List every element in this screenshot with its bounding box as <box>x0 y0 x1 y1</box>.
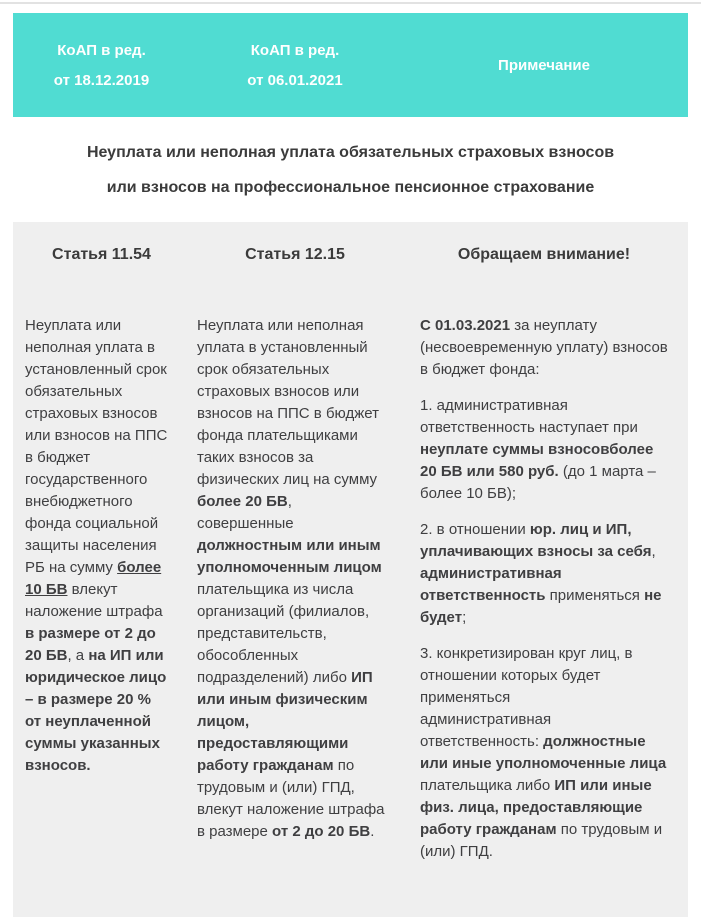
column-header-attention: Обращаем внимание! <box>457 246 631 263</box>
cell-article-12-15-text: Неуплата или неполная уплата в установленный срок обязательных страховых взносов или взносов на ППС в бюджет фонда плательщиками таких взносов за физических лиц на сумму более 20 БВ, совершенные должностным или иным уполномоченным лицом плательщика из числа организаций (филиалов, представительств, обособленных подразделений) либо ИП или иным физическим лицом, предоставляющими работу гражданам по трудовым и (или) ГПД, влекут наложение штрафа в размере от 2 до 20 БВ. <box>197 317 385 840</box>
header-line: КоАП в ред. <box>250 41 340 59</box>
header-line: Примечание <box>498 56 590 74</box>
table-header-band <box>13 13 688 117</box>
page-title-line-2: или взносов на профессиональное пенсионное страхование <box>106 179 595 196</box>
comparison-page <box>0 2 701 917</box>
column-headers-row <box>13 245 688 265</box>
header-line: КоАП в ред. <box>57 41 146 59</box>
cell-note-text: С 01.03.2021 за неуплату (несвоевременную уплату) взносов в бюджет фонда: 1. административная ответственность наступает при неуплате суммы взносовболее 20 БВ или 580 руб. (до 1 марта – более 10 БВ); 2. в отношении юр. лиц и ИП, уплачивающих взносы за себя, административная ответственность применяться не будет; 3. конкретизирован круг лиц, в отношении которых будет применяться административная ответственность: должностные или иные уполномоченные лица плательщика либо ИП или иные физ. лица, предоставляющие работу гражданам по трудовым и (или) ГПД. <box>420 317 668 860</box>
comparison-table-body <box>13 222 688 917</box>
top-divider <box>0 2 701 4</box>
header-line: от 06.01.2021 <box>247 71 343 89</box>
cell-article-11-54-text: Неуплата или неполная уплата в установленный срок обязательных страховых взносов или взносов на ППС в бюджет государственного внебюджетного фонда социальной защиты населения РБ на сумму более 10 БВ влекут наложение штрафа в размере от 2 до 20 БВ, а на ИП или юридическое лицо – в размере 20 % от неуплаченной суммы указанных взносов. <box>25 317 168 774</box>
page-title-line-1: Неуплата или неполная уплата обязательных страховых взносов <box>86 144 615 161</box>
header-cell-koap-2021 <box>190 42 400 89</box>
table-cells-row <box>13 315 688 863</box>
header-line: от 18.12.2019 <box>53 71 150 89</box>
page-title <box>0 135 701 205</box>
header-cell-koap-2019 <box>13 42 190 89</box>
column-header-article-12-15: Статья 12.15 <box>245 246 345 263</box>
header-cell-note <box>400 57 688 74</box>
column-header-article-11-54: Статья 11.54 <box>52 246 151 263</box>
